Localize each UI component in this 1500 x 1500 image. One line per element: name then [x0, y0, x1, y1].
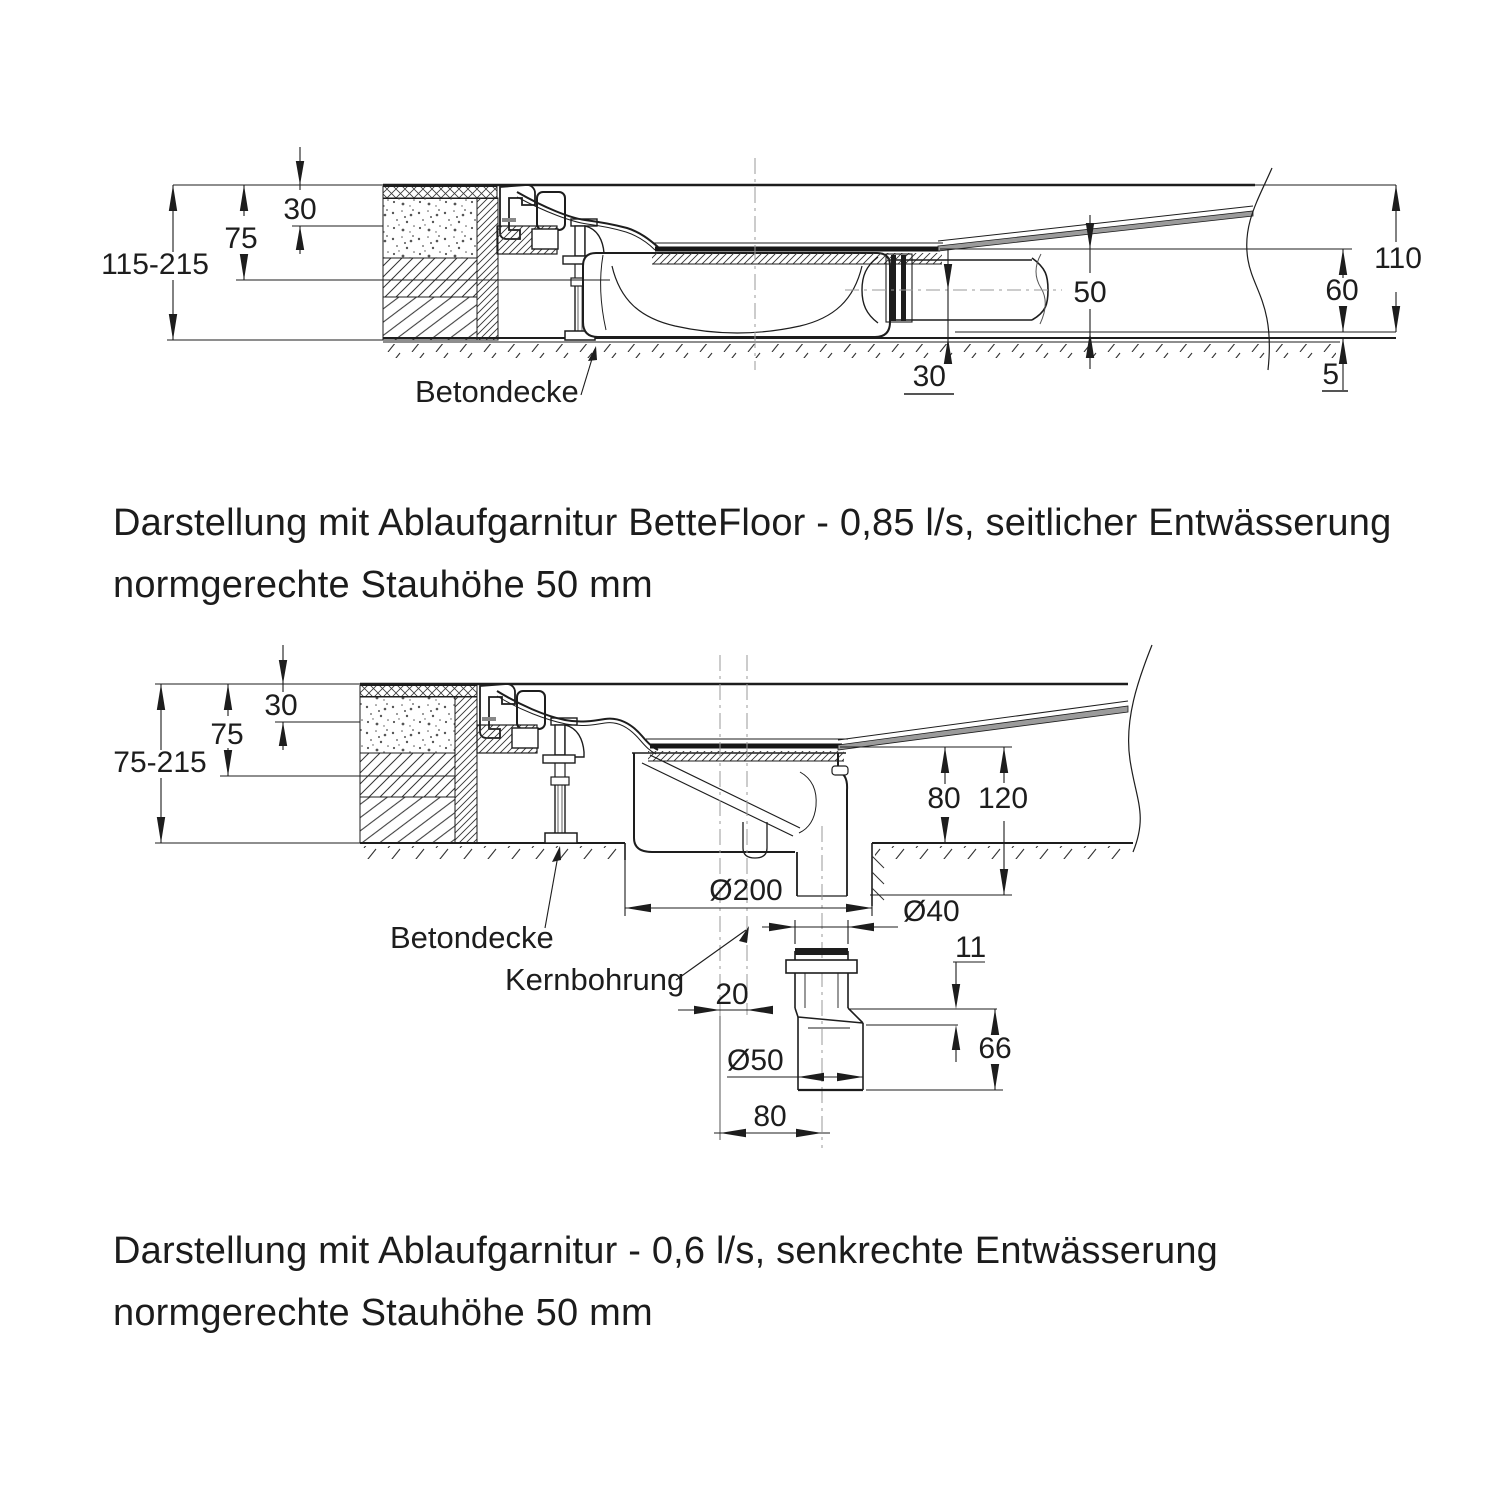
- dim-bottom-gap: 5: [1322, 358, 1339, 391]
- dim-socket-inset: 11: [955, 931, 987, 964]
- dim-horizontal-offset: 80: [753, 1100, 787, 1133]
- dim-drain-height: 80: [927, 782, 961, 815]
- dim-screed-f2: 75: [210, 718, 244, 751]
- dim-screed-f1: 75: [224, 222, 258, 255]
- figure1-cross-section: [101, 147, 1422, 409]
- break-line: [1129, 645, 1152, 852]
- break-line: [1247, 168, 1272, 370]
- dim-center-offset: 20: [715, 978, 749, 1011]
- label-betondecke-f1: Betondecke: [415, 374, 579, 409]
- caption-figure1: [113, 492, 1443, 616]
- dim-outlet-depth: 30: [912, 360, 946, 393]
- dim-total-height: 120: [977, 782, 1029, 815]
- caption-figure2-line1: Darstellung mit Ablaufgarnitur - 0,6 l/s, senkrechte Entwässerung: [113, 1230, 1218, 1272]
- label-betondecke-f2: Betondecke: [390, 920, 554, 955]
- figure2-drain-trap: [632, 739, 848, 896]
- figure2-cross-section: [113, 645, 1152, 1148]
- caption-figure1-line1: Darstellung mit Ablaufgarnitur BetteFloor - 0,85 l/s, seitlicher Entwässerung: [113, 502, 1392, 544]
- dim-edge-height: 110: [1374, 242, 1422, 275]
- figure1-wall-layers: [383, 187, 498, 341]
- dim-backup-height: 50: [1073, 276, 1107, 309]
- caption-figure2-line2: normgerechte Stauhöhe 50 mm: [113, 1292, 653, 1334]
- dim-tile-top-f2: 30: [264, 689, 298, 722]
- caption-figure1-line2: normgerechte Stauhöhe 50 mm: [113, 564, 653, 606]
- ground-hatch: [875, 846, 1130, 859]
- dim-outlet-dia: Ø40: [903, 895, 960, 928]
- dim-range-f1: 115-215: [101, 248, 209, 281]
- dim-range-f2: 75-215: [113, 746, 207, 779]
- figure2-wall-layers: [360, 686, 477, 844]
- dim-core-hole-dia: Ø200: [709, 874, 783, 907]
- dim-downpipe-dia: Ø50: [727, 1044, 784, 1077]
- tray-steel-band: [838, 706, 1128, 750]
- dim-elbow-height: 66: [978, 1032, 1012, 1065]
- ground-hatch: [363, 846, 621, 859]
- label-kernbohrung: Kernbohrung: [505, 962, 685, 997]
- caption-figure2: [113, 1220, 1443, 1344]
- figure2-downpipe-elbow: [786, 948, 863, 1090]
- figure1-drain-trap: [583, 243, 1062, 337]
- dim-tile-top-f1: 30: [283, 193, 317, 226]
- tray-steel-band: [938, 211, 1253, 251]
- ground-hatch: [386, 344, 1336, 358]
- dim-outlet-zone: 60: [1325, 274, 1359, 307]
- figure2-dimension-arrows: [157, 660, 1008, 1137]
